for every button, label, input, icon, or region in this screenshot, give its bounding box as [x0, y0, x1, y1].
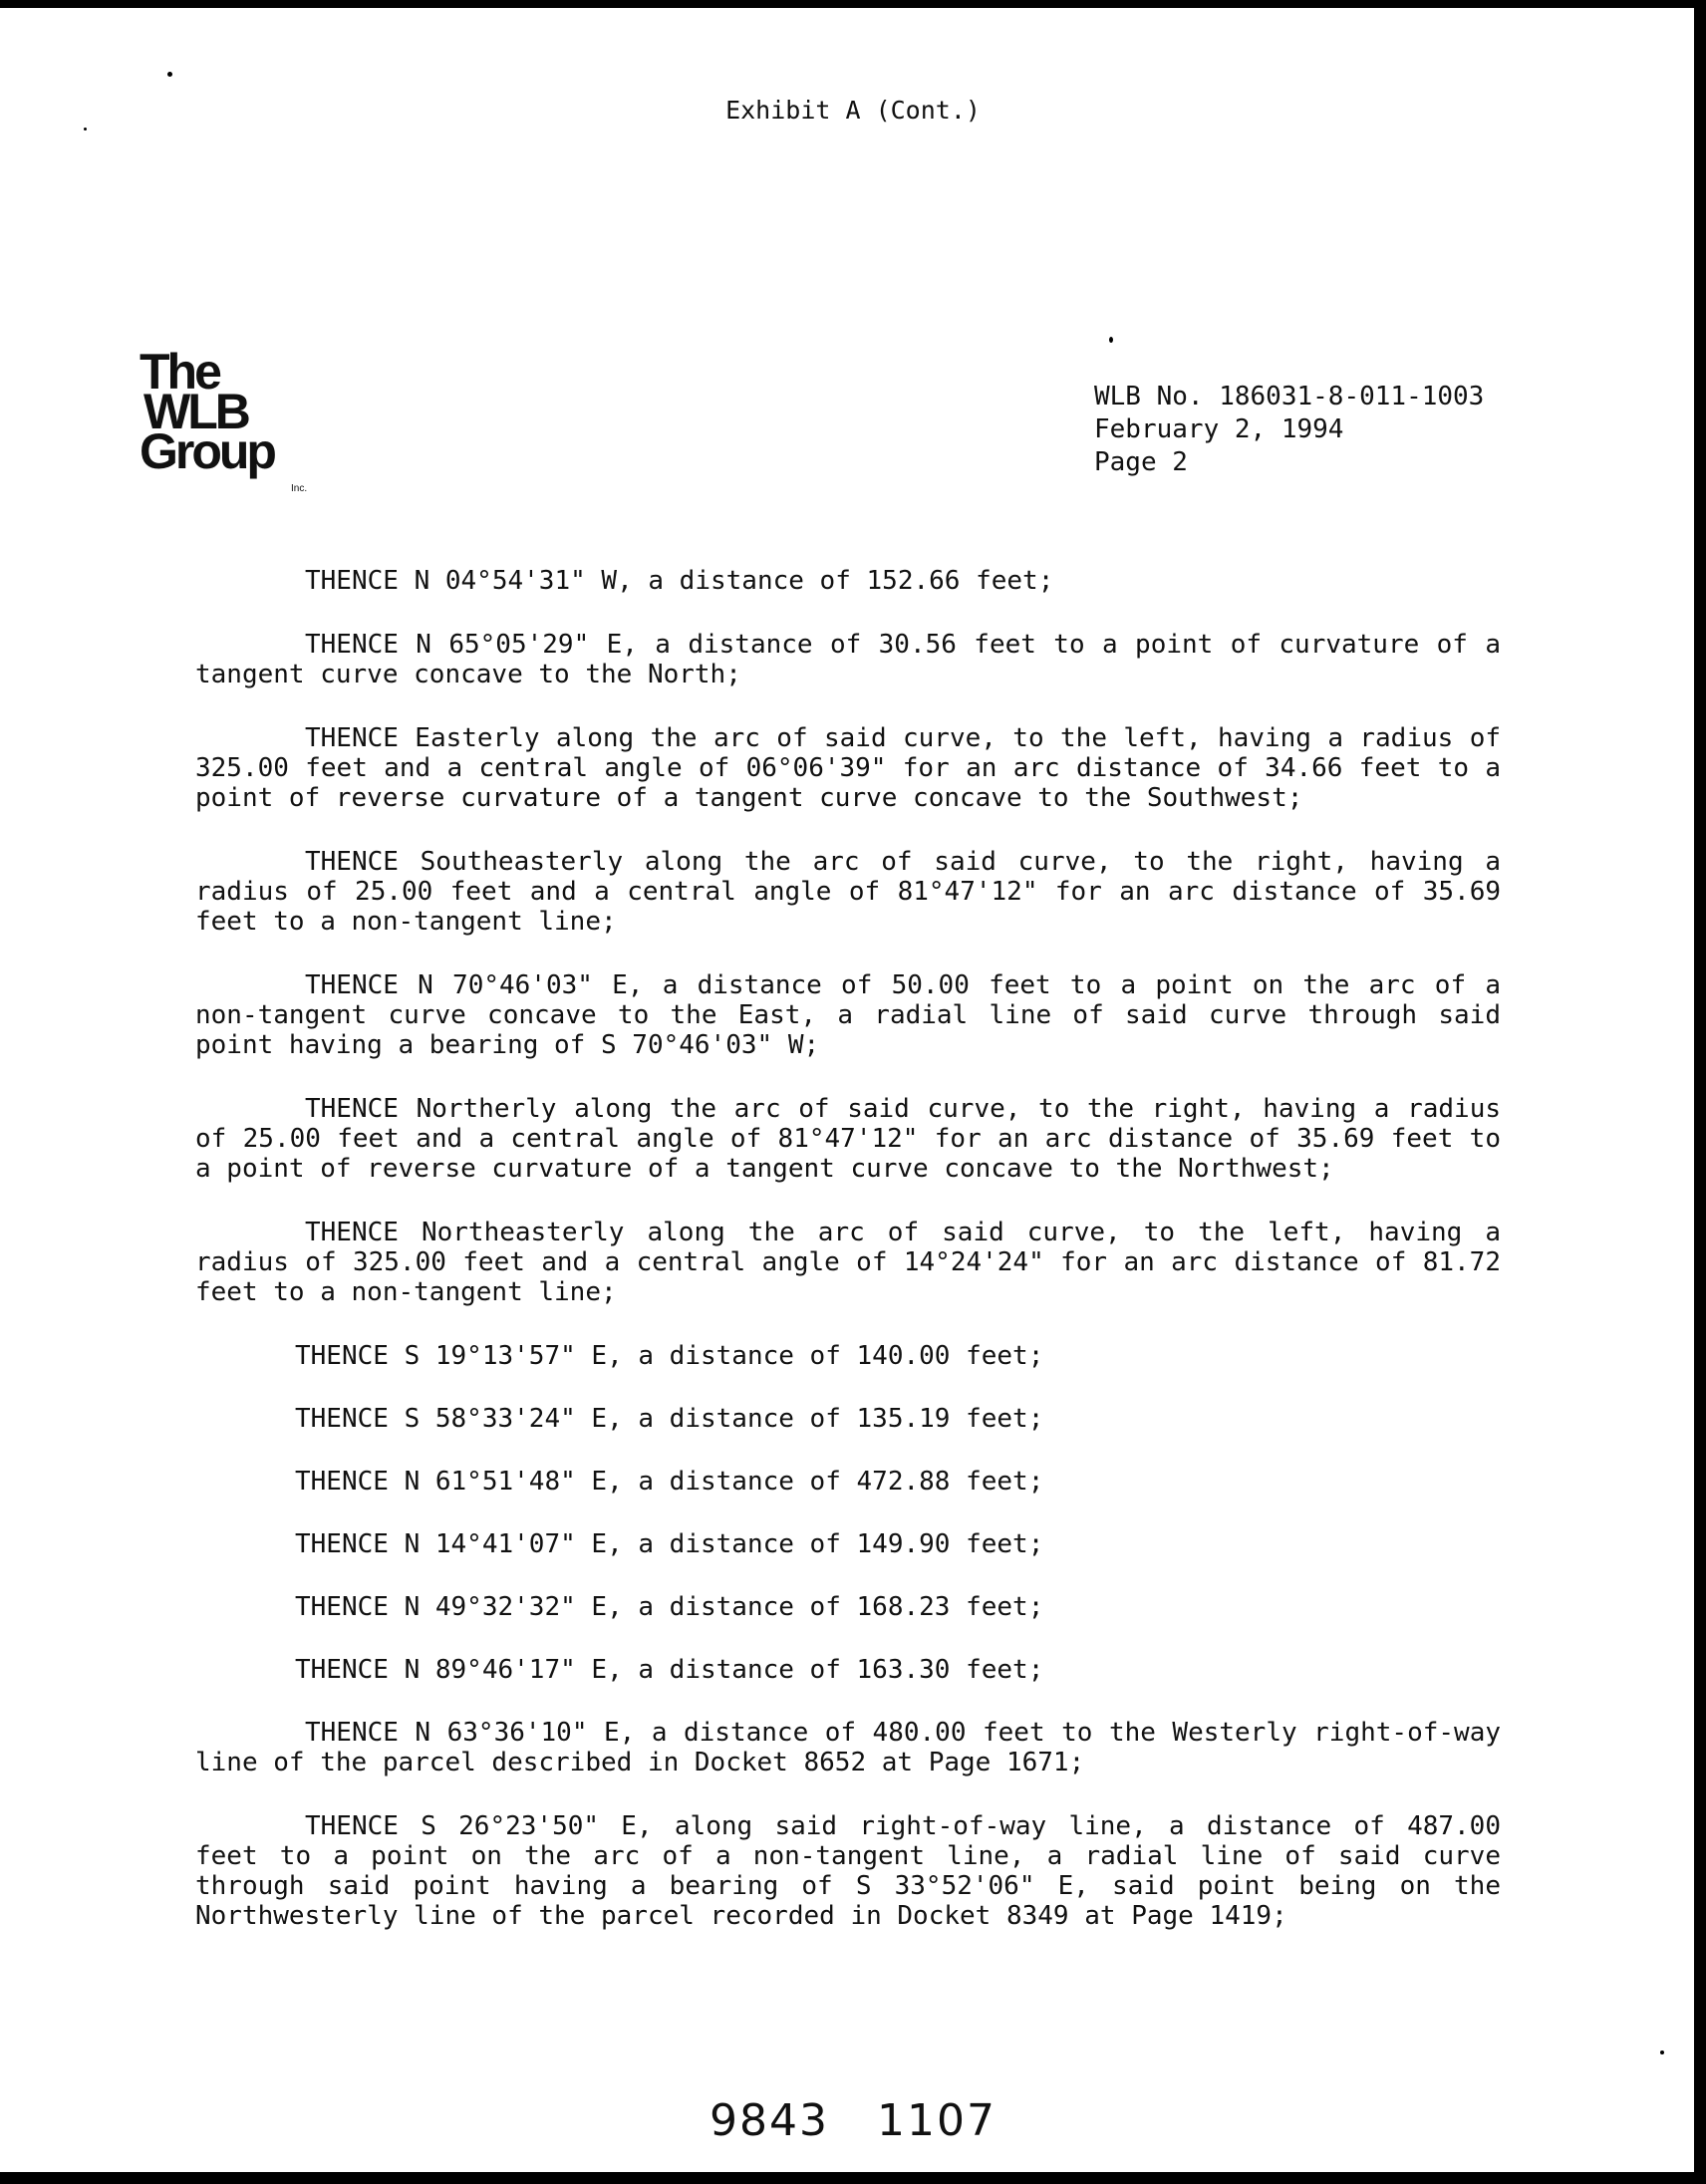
exhibit-title: Exhibit A (Cont.) — [725, 96, 981, 125]
scan-speck — [1660, 2050, 1664, 2054]
docket-number: 9843 — [710, 2095, 829, 2146]
wlb-group-logo — [140, 344, 308, 494]
course-paragraph: THENCE Southeasterly along the arc of said curve, to the right, having a radius of 25.00 feet and a central angle of 81°47'12" for an arc distance of 35.69 feet to a non-tangent line; — [195, 847, 1501, 937]
logo-line-wlb: WLB — [143, 384, 248, 439]
logo-line-group: Group — [140, 423, 274, 479]
scan-speck — [167, 72, 172, 77]
docket-stamp — [0, 2095, 1706, 2146]
course-paragraph: THENCE N 70°46'03" E, a distance of 50.00 feet to a point on the arc of a non-tangent curve concave to the East, a radial line of said curve through said point having a bearing of S 70°46'03" W; — [195, 970, 1501, 1060]
course-paragraph: THENCE S 26°23'50" E, along said right-of-way line, a distance of 487.00 feet to a point on the arc of a non-tangent line, a radial line of said curve through said point having a bearing of S 33°52'06" E, said point being on the Northwesterly line of the parcel recorded in Docket 8349 at Page 1419; — [195, 1811, 1501, 1931]
course-line: THENCE N 61°51'48" E, a distance of 472.88 feet; — [295, 1467, 1044, 1497]
legal-description — [195, 566, 1501, 1965]
document-date: February 2, 1994 — [1094, 414, 1344, 444]
page-number: Page 2 — [1094, 447, 1188, 477]
course-paragraph: THENCE N 65°05'29" E, a distance of 30.56 feet to a point of curvature of a tangent curve concave to the North; — [195, 630, 1501, 689]
course-paragraph: THENCE Easterly along the arc of said curve, to the left, having a radius of 325.00 feet and a central angle of 06°06'39" for an arc distance of 34.66 feet to a point of reverse curvature of a tangent curve concave to the Southwest; — [195, 723, 1501, 813]
course-line: THENCE N 49°32'32" E, a distance of 168.23 feet; — [295, 1592, 1044, 1622]
course-paragraph: THENCE N 63°36'10" E, a distance of 480.00 feet to the Westerly right-of-way line of the parcel described in Docket 8652 at Page 1671; — [195, 1718, 1501, 1777]
course-paragraph: THENCE Northeasterly along the arc of said curve, to the left, having a radius of 325.00 feet and a central angle of 14°24'24" for an arc distance of 81.72 feet to a non-tangent line; — [195, 1218, 1501, 1307]
document-meta — [1094, 381, 1484, 479]
course-paragraph: THENCE N 04°54'31" W, a distance of 152.66 feet; — [305, 566, 1054, 596]
document-page — [0, 8, 1694, 2172]
course-paragraph: THENCE Northerly along the arc of said curve, to the right, having a radius of 25.00 feet and a central angle of 81°47'12" for an arc distance of 35.69 feet to a point of reverse curvature of a tangent curve concave to the Northwest; — [195, 1094, 1501, 1184]
scan-speck — [84, 128, 87, 131]
course-line: THENCE N 14°41'07" E, a distance of 149.90 feet; — [295, 1529, 1044, 1559]
logo-line-the: The — [140, 344, 219, 400]
course-line: THENCE N 89°46'17" E, a distance of 163.30 feet; — [295, 1655, 1044, 1685]
wlb-number: WLB No. 186031-8-011-1003 — [1094, 382, 1485, 411]
course-line: THENCE S 58°33'24" E, a distance of 135.19 feet; — [295, 1404, 1044, 1434]
scan-speck — [1109, 337, 1113, 343]
docket-page: 1107 — [877, 2095, 996, 2146]
logo-inc: Inc. — [291, 483, 308, 494]
course-line: THENCE S 19°13'57" E, a distance of 140.00 feet; — [295, 1341, 1044, 1371]
